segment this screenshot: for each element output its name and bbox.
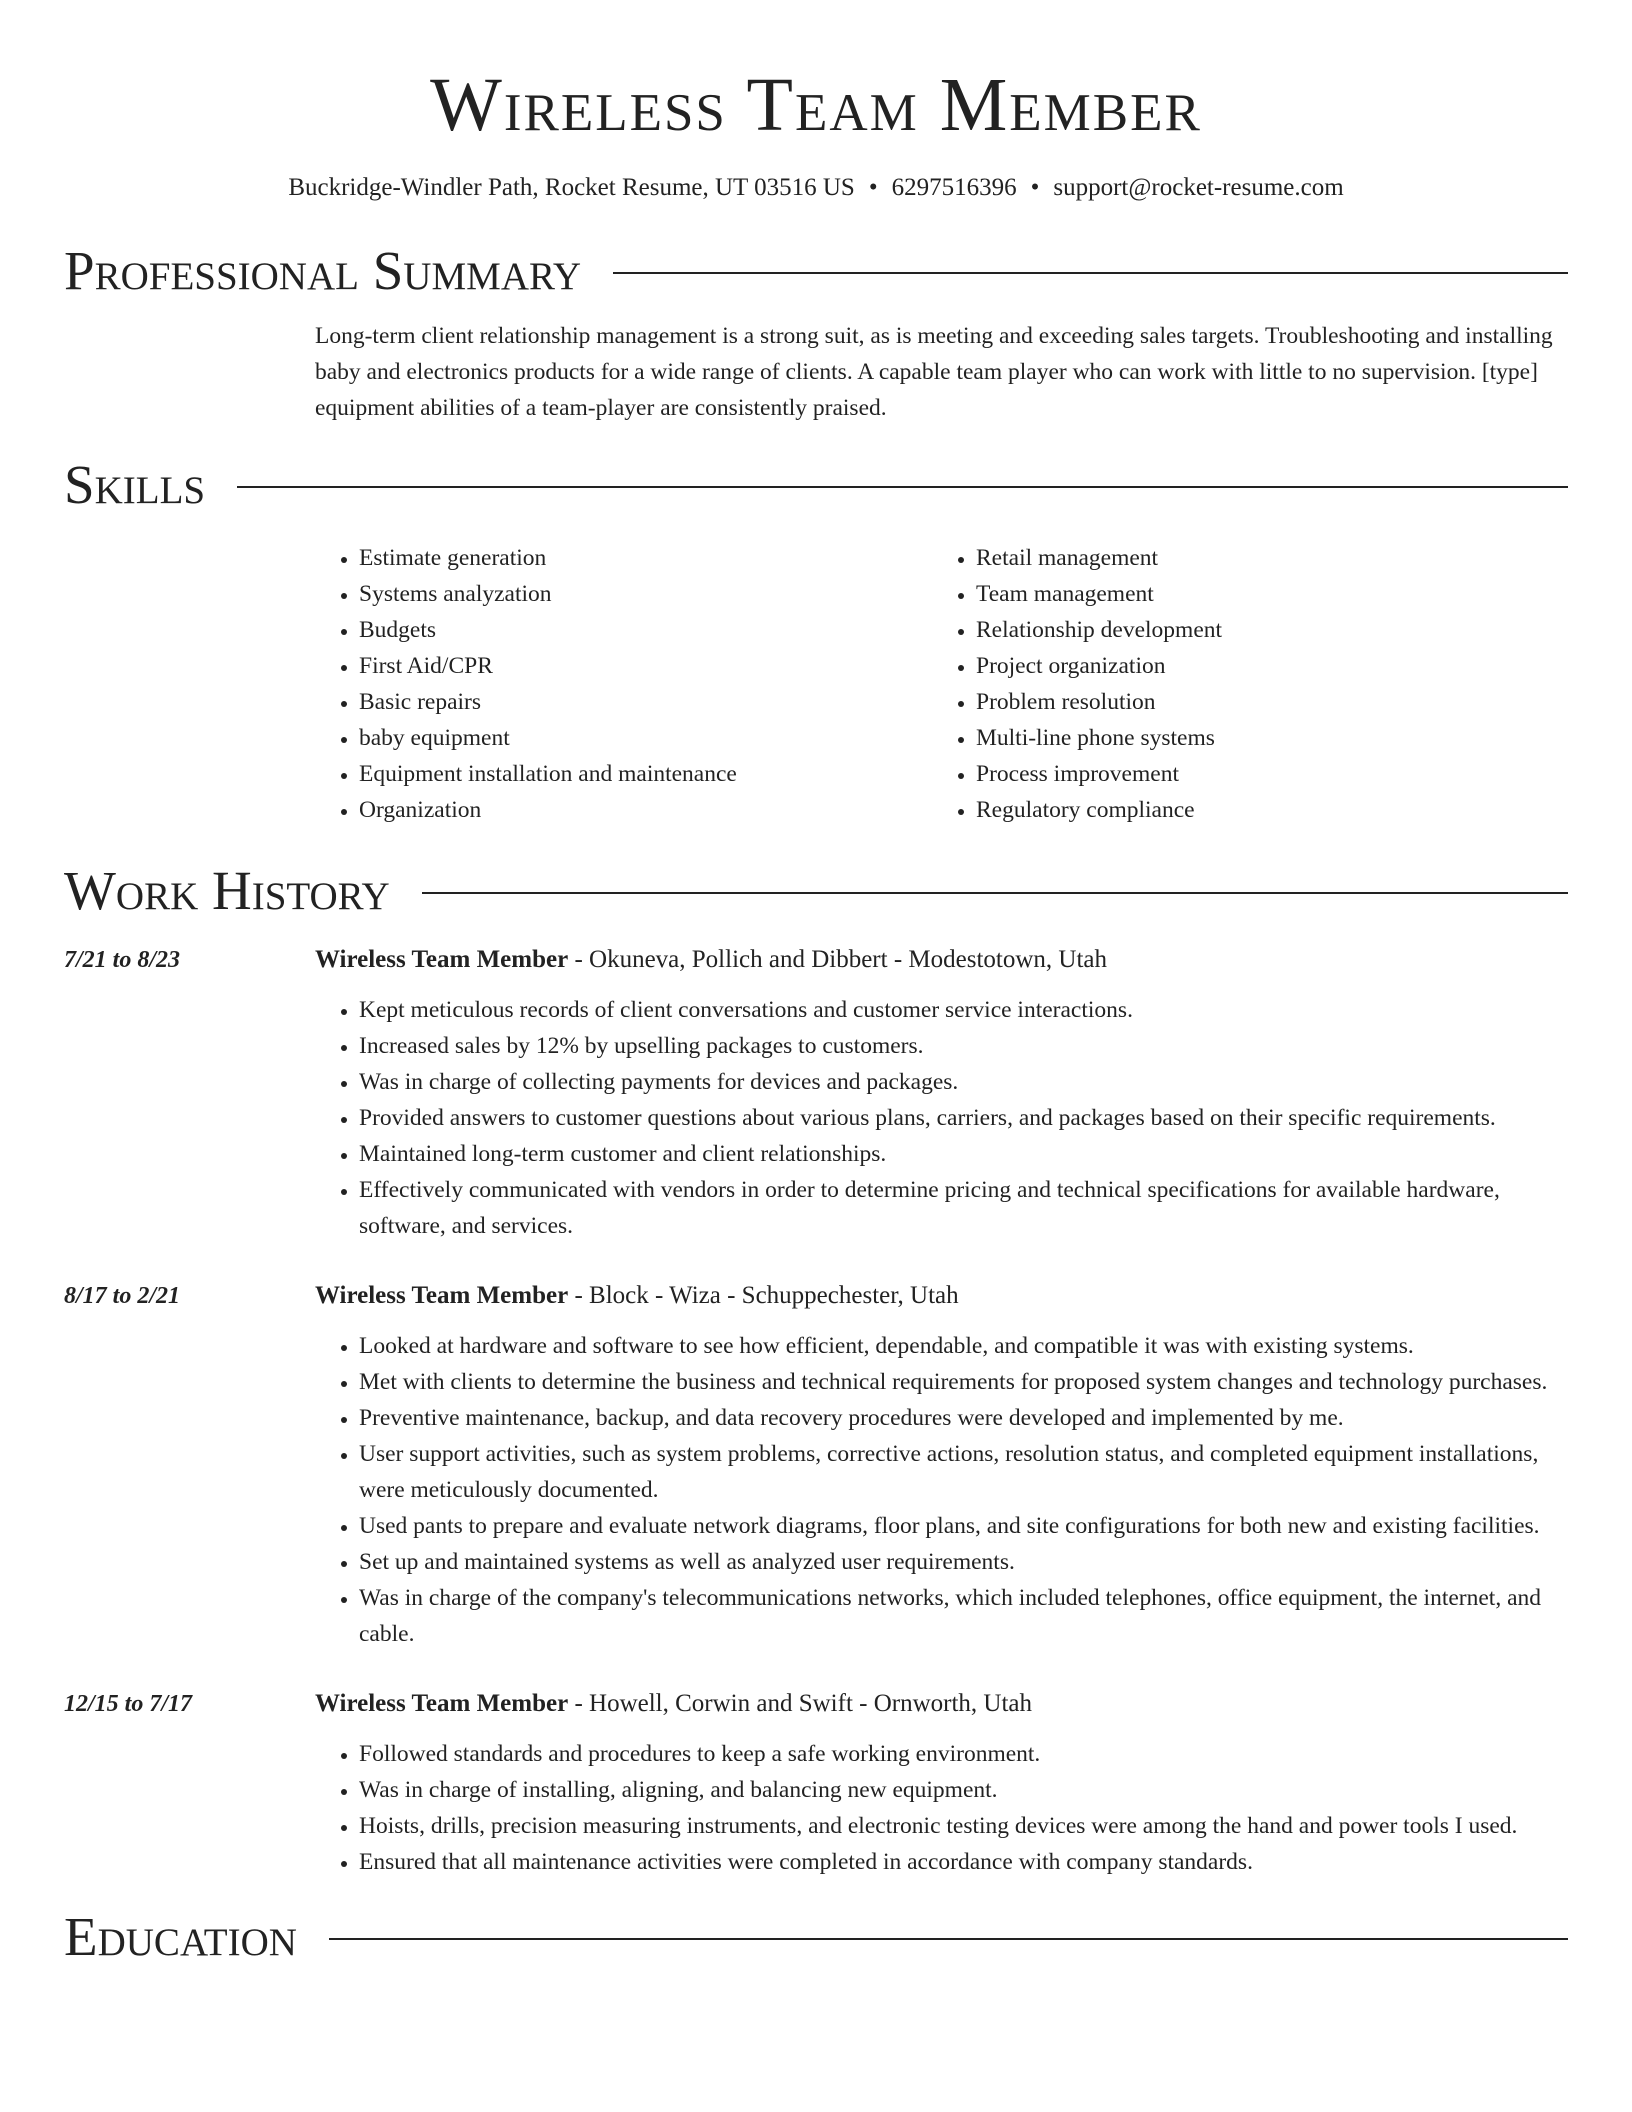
summary-section-header [64,238,1568,304]
job-bullet: • Was in charge of installing, aligning, and balancing new equipment. [359,1772,1568,1808]
job-bullet: • Followed standards and procedures to keep a safe working environment. [359,1736,1568,1772]
education-section-header [64,1904,1568,1970]
section-divider [329,1938,1568,1940]
skill-item: • Basic repairs [359,684,932,720]
candidate-name: Wireless Team Member [430,63,1202,147]
section-divider [613,272,1568,274]
job-bullet: • Used pants to prepare and evaluate network diagrams, floor plans, and site configurations for both new and existing facilities. [359,1508,1568,1544]
contact-separator: • [1030,174,1040,201]
job-dates: 8/17 to 2/21 [64,1283,181,1309]
job-bullet: • Set up and maintained systems as well as analyzed user requirements. [359,1544,1568,1580]
skill-item: • Retail management [976,540,1476,576]
contact-email: support@rocket-resume.com [1053,174,1344,201]
job-heading [315,1686,1568,1722]
job-bullet: • Kept meticulous records of client conversations and customer service interactions. [359,992,1568,1028]
skill-item: • Systems analyzation [359,576,932,612]
skill-item: • Estimate generation [359,540,932,576]
contact-phone: 6297516396 [891,174,1017,201]
skills-section-header [64,452,1568,518]
job-bullet: • Was in charge of collecting payments for devices and packages. [359,1064,1568,1100]
work-section-header [64,858,1568,924]
job-body [315,1686,1568,1880]
job-bullets [315,992,1568,1244]
job-bullet: • Provided answers to customer questions about various plans, carriers, and packages based on their specific requirements. [359,1100,1568,1136]
job-title: Wireless Team Member [315,1690,569,1717]
job-bullet: • Looked at hardware and software to see how efficient, dependable, and compatible it was with existing systems. [359,1328,1568,1364]
job-body [315,942,1568,1244]
skill-item: • Equipment installation and maintenance [359,756,932,792]
job-bullet: • Ensured that all maintenance activities were completed in accordance with company standards. [359,1844,1568,1880]
job-body [315,1278,1568,1652]
education-section-title: Education [64,1906,297,1967]
job-entry [64,1278,1568,1652]
job-title: Wireless Team Member [315,946,569,973]
skills-section-title: Skills [64,454,206,515]
resume-page [64,0,1568,1970]
job-employer-location: - Block - Wiza - Schuppechester, Utah [568,1282,959,1309]
job-bullet: • User support activities, such as system problems, corrective actions, resolution status, and completed equipment installations, were meticulously documented. [359,1436,1568,1508]
job-dates: 12/15 to 7/17 [64,1691,193,1717]
work-section-title: Work History [64,860,390,921]
skill-item: • baby equipment [359,720,932,756]
section-divider [422,892,1568,894]
job-bullet: • Maintained long-term customer and client relationships. [359,1136,1568,1172]
skill-item: • Budgets [359,612,932,648]
job-bullet: • Effectively communicated with vendors in order to determine pricing and technical specifications for available hardware, software, and services. [359,1172,1568,1244]
skills-column-right [932,540,1476,828]
job-heading [315,942,1568,978]
job-bullets [315,1736,1568,1880]
job-employer-location: - Howell, Corwin and Swift - Ornworth, Utah [568,1690,1033,1717]
summary-text: Long-term client relationship management is a strong suit, as is meeting and exceeding sales targets. Troubleshooting and installing baby and electronics products for a wide range of clients. A capable team player who can work with little to no supervision. [type] equipment abilities of a team-player are consistently praised. [315,323,1553,421]
skill-item: • First Aid/CPR [359,648,932,684]
job-entry [64,942,1568,1244]
skill-item: • Relationship development [976,612,1476,648]
job-employer-location: - Okuneva, Pollich and Dibbert - Modestotown, Utah [568,946,1107,973]
job-dates: 7/21 to 8/23 [64,947,181,973]
summary-section-title: Professional Summary [64,240,582,301]
work-history-list [64,942,1568,1880]
skill-item: • Problem resolution [976,684,1476,720]
skill-item: • Process improvement [976,756,1476,792]
job-entry [64,1686,1568,1880]
skills-column-left [315,540,932,828]
skills-list [315,540,1568,828]
job-bullet: • Was in charge of the company's telecommunications networks, which included telephones, office equipment, the internet, and cable. [359,1580,1568,1652]
section-divider [237,486,1568,488]
skill-item: • Organization [359,792,932,828]
job-bullet: • Increased sales by 12% by upselling packages to customers. [359,1028,1568,1064]
job-bullets [315,1328,1568,1652]
skill-item: • Multi-line phone systems [976,720,1476,756]
skill-item: • Team management [976,576,1476,612]
job-title: Wireless Team Member [315,1282,569,1309]
contact-separator: • [868,174,878,201]
skill-item: • Regulatory compliance [976,792,1476,828]
contact-address: Buckridge-Windler Path, Rocket Resume, UT 03516 US [288,174,855,201]
job-bullet: • Preventive maintenance, backup, and data recovery procedures were developed and implemented by me. [359,1400,1568,1436]
skill-item: • Project organization [976,648,1476,684]
job-bullet: • Hoists, drills, precision measuring instruments, and electronic testing devices were among the hand and power tools I used. [359,1808,1568,1844]
job-bullet: • Met with clients to determine the business and technical requirements for proposed system changes and technology purchases. [359,1364,1568,1400]
job-heading [315,1278,1568,1314]
contact-line [64,172,1568,204]
